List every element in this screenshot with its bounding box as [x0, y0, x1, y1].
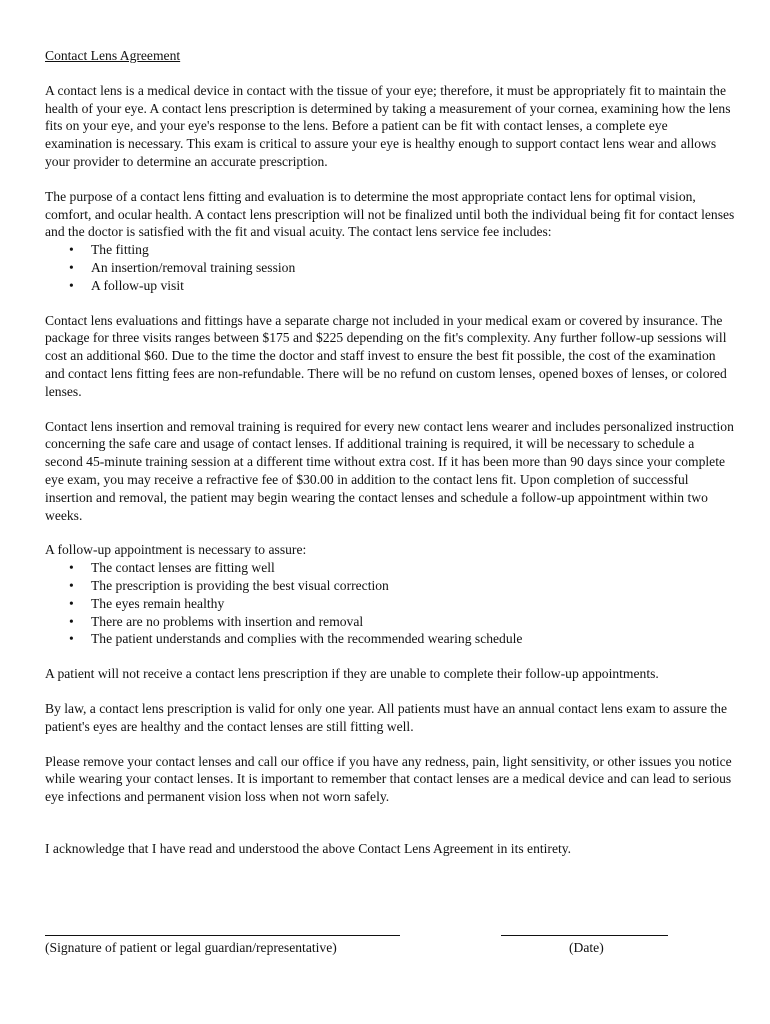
- training-paragraph: Contact lens insertion and removal training is required for every new contact lens wearer and includes personalized instruction concerning the safe care and usage of contact lenses. If additional training is required, it will be necessary to schedule a second 45-minute training session at a different time without extra cost. If it has been more than 90 days since your complete eye exam, you may receive a refractive fee of $30.00 in addition to the contact lens fit. Upon completion of successful insertion and removal, the patient may begin wearing the contact lenses and schedule a follow-up appointment within two weeks.: [45, 418, 734, 523]
- date-signature-line[interactable]: [501, 935, 668, 936]
- followup-intro: A follow-up appointment is necessary to assure:: [45, 542, 307, 558]
- remove-lenses-paragraph: Please remove your contact lenses and call our office if you have any redness, pain, light sensitivity, or other issues you notice while wearing your contact lenses. It is important to remember that contact lenses are a medical device and can lead to serious eye infections and permanent vision loss when not worn safely.: [45, 753, 732, 805]
- bullet-icon: •: [69, 242, 74, 258]
- bullet-icon: •: [69, 631, 74, 647]
- list-item: • The eyes remain healthy: [69, 595, 225, 611]
- document-title: Contact Lens Agreement: [45, 48, 181, 63]
- list-item: • The prescription is providing the best visual correction: [69, 577, 389, 593]
- list-item: • The patient understands and complies with the recommended wearing schedule: [69, 631, 523, 647]
- date-label: (Date): [569, 940, 604, 955]
- bullet-icon: •: [69, 259, 74, 275]
- no-prescription-paragraph: A patient will not receive a contact lens prescription if they are unable to complete their follow-up appointments.: [45, 666, 659, 682]
- document-body: [45, 47, 735, 875]
- followup-assures-list: [45, 559, 735, 648]
- purpose-paragraph: The purpose of a contact lens fitting and evaluation is to determine the most appropriate contact lens for optimal vision, comfort, and ocular health. A contact lens prescription will not be finalized until both the individual being fit for contact lenses and the doctor is satisfied with the fit and visual acuity. The contact lens service fee includes:: [45, 188, 735, 240]
- bullet-icon: •: [69, 277, 74, 293]
- patient-signature-label: (Signature of patient or legal guardian/representative): [45, 940, 337, 955]
- list-item: • An insertion/removal training session: [69, 259, 296, 275]
- list-item: • The contact lenses are fitting well: [69, 560, 275, 576]
- signature-section: [45, 935, 735, 975]
- intro-paragraph: A contact lens is a medical device in contact with the tissue of your eye; therefore, it must be appropriately fit to maintain the health of your eye. A contact lens prescription is determined by taking a measurement of your cornea, examining how the lens fits on your eye, and your eye's response to the lens. Before a patient can be fit with contact lenses, a complete eye examination is necessary. This exam is critical to assure your eye is healthy enough to support contact lens wear and allows your provider to determine an accurate prescription.: [45, 82, 731, 169]
- fee-includes-list: [45, 241, 735, 294]
- acknowledgement-statement: I acknowledge that I have read and understood the above Contact Lens Agreement in its entirety.: [45, 840, 572, 856]
- charges-paragraph: Contact lens evaluations and fittings have a separate charge not included in your medical exam or covered by insurance. The package for three visits ranges between $175 and $225 depending on the fit's complexity. Any further follow-up sessions will cost an additional $60. Due to the time the doctor and staff invest to ensure the best fit possible, the cost of the examination and contact lens fitting fees are non-refundable. There will be no refund on custom lenses, opened boxes of lenses, or colored lenses.: [45, 312, 727, 399]
- patient-signature-line[interactable]: [45, 935, 400, 936]
- list-item: • There are no problems with insertion and removal: [69, 613, 364, 629]
- bullet-icon: •: [69, 577, 74, 593]
- list-item: • The fitting: [69, 242, 149, 258]
- list-item: • A follow-up visit: [69, 277, 184, 293]
- bullet-icon: •: [69, 613, 74, 629]
- bullet-icon: •: [69, 560, 74, 576]
- law-paragraph: By law, a contact lens prescription is valid for only one year. All patients must have an annual contact lens exam to assure the patient's eyes are healthy and the contact lenses are still fitting well.: [45, 700, 728, 734]
- bullet-icon: •: [69, 595, 74, 611]
